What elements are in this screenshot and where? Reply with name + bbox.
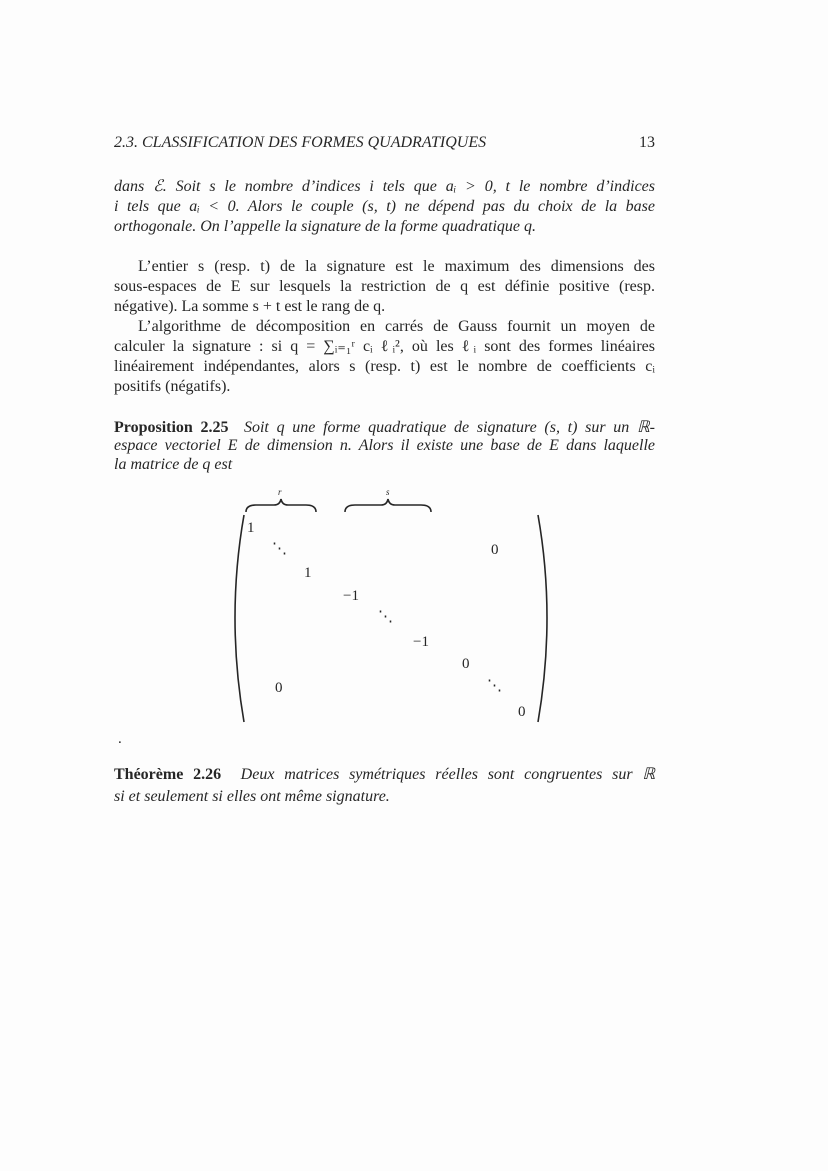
text-line: si et seulement si elles ont même signature. xyxy=(114,788,390,805)
text-line xyxy=(114,765,655,785)
matrix-entry: 0 xyxy=(462,656,470,672)
matrix-entry: 0 xyxy=(491,542,499,558)
matrix-entry: 1 xyxy=(304,565,312,581)
text-line: la matrice de q est xyxy=(114,456,233,473)
page-number: 13 xyxy=(639,134,655,151)
brace-r xyxy=(246,499,316,512)
text-line: orthogonale. On l’appelle la signature de la forme quadratique q. xyxy=(114,218,537,235)
matrix-entry: 1 xyxy=(247,520,255,536)
proposition-text: Soit q une forme quadratique de signature (s, t) sur un ℝ- xyxy=(243,419,656,436)
right-parenthesis xyxy=(538,515,547,722)
section-title: 2.3. CLASSIFICATION DES FORMES QUADRATIQUES xyxy=(114,134,487,151)
proposition-label: Proposition 2.25 xyxy=(114,419,229,436)
matrix-dots: ⋱ xyxy=(378,609,393,625)
text-line: positifs (négatifs). xyxy=(114,378,231,395)
text-line: L’algorithme de décomposition en carrés de Gauss fournit un moyen de xyxy=(138,318,655,335)
matrix-entry: −1 xyxy=(413,634,429,650)
text-line: i tels que aᵢ < 0. Alors le couple (s, t) ne dépend pas du choix de la base xyxy=(114,198,655,215)
matrix-entry: 0 xyxy=(518,704,526,720)
theorem-text: Deux matrices symétriques réelles sont congruentes sur ℝ xyxy=(240,766,656,783)
left-parenthesis xyxy=(235,515,244,722)
text-line: L’entier s (resp. t) de la signature est le maximum des dimensions des xyxy=(138,258,655,275)
trailing-dot: . xyxy=(118,731,122,747)
matrix-entry: 0 xyxy=(275,680,283,696)
brace-label-s: s xyxy=(386,487,390,497)
text-line: calculer la signature : si q = ∑ᵢ₌₁ʳ cᵢ ℓᵢ², où les ℓᵢ sont des formes linéaires xyxy=(114,338,655,355)
matrix-dots: ⋱ xyxy=(487,678,502,694)
text-line: négative). La somme s + t est le rang de q. xyxy=(114,298,386,315)
brace-label-r: r xyxy=(278,487,282,497)
text-line: sous-espaces de E sur lesquels la restriction de q est définie positive (resp. xyxy=(114,278,655,295)
text-line: dans ℰ. Soit s le nombre d’indices i tels que aᵢ > 0, t le nombre d’indices xyxy=(114,178,655,195)
matrix-dots: ⋱ xyxy=(272,541,287,557)
theorem-label: Théorème 2.26 xyxy=(114,766,222,783)
matrix-entry: −1 xyxy=(343,588,359,604)
text-line: espace vectoriel E de dimension n. Alors il existe une base de E dans laquelle xyxy=(114,437,655,454)
text-line: linéairement indépendantes, alors s (resp. t) est le nombre de coefficients cᵢ xyxy=(114,358,655,375)
brace-s xyxy=(345,499,431,512)
